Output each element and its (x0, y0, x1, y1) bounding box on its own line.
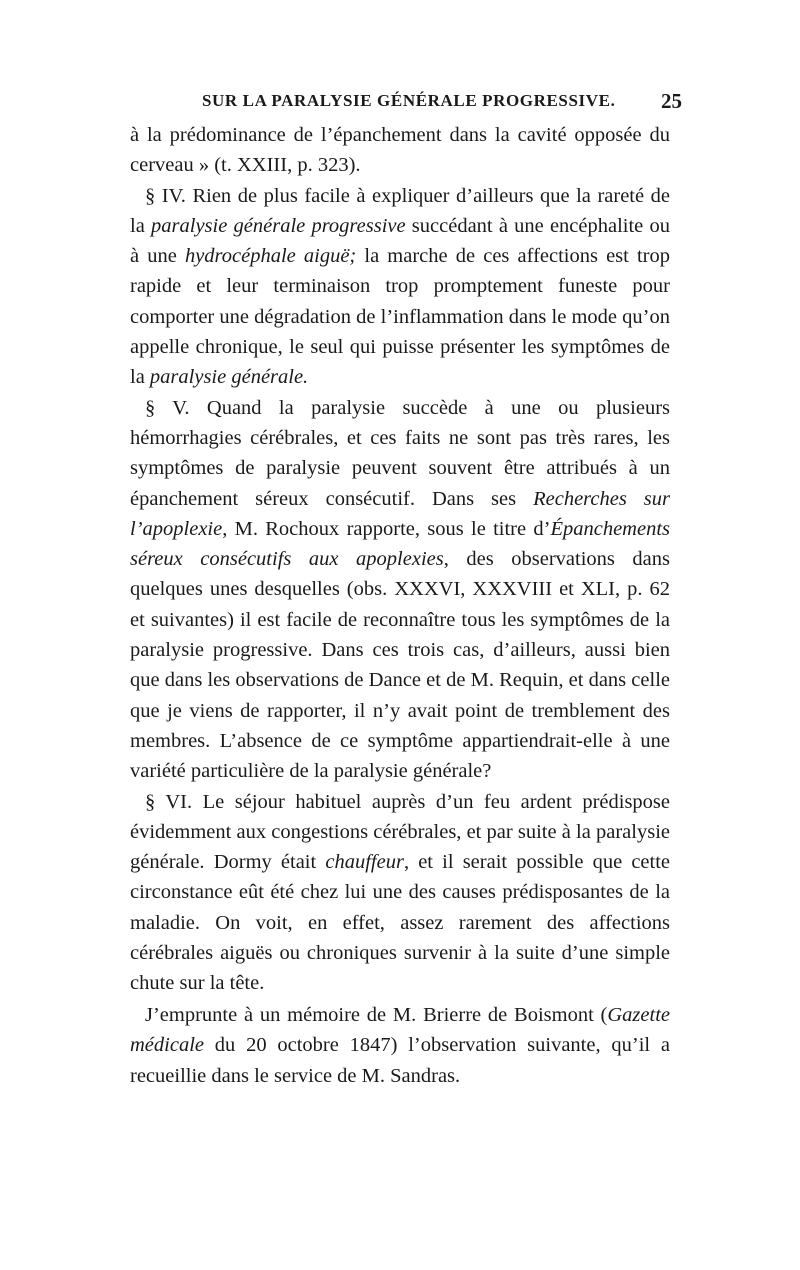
paragraph-section-v: § V. Quand la paralysie succède à une ou plusieurs hémorrhagies cérébrales, et ces faits ne sont pas très rares, les symptômes de paralysie peuvent souvent être attribués à un épanchement séreux consécutif. Dans ses Recherches sur l’apoplexie, M. Rochoux rapporte, sous le titre d’Épanchements séreux consécutifs aux apoplexies, des observations dans quelques unes desquelles (obs. XXXVI, XXXVIII et XLI, p. 62 et suivantes) il est facile de reconnaître tous les symptômes de la paralysie progressive. Dans ces trois cas, d’ailleurs, aussi bien que dans les observations de Dance et de M. Requin, et dans celle que je viens de rapporter, il n’y avait point de tremblement des membres. L’absence de ce symptôme appartiendrait-elle à une variété particulière de la paralysie générale? (130, 396, 670, 783)
page-header (130, 91, 682, 117)
paragraph-continuation: à la prédominance de l’épanchement dans la cavité opposée du cerveau » (t. XXIII, p. 323). (130, 124, 670, 177)
main-text (130, 120, 670, 999)
running-title: SUR LA PARALYSIE GÉNÉRALE PROGRESSIVE. (202, 91, 616, 110)
paragraph-section-iv: § IV. Rien de plus facile à expliquer d’ailleurs que la rareté de la paralysie générale progressive succédant à une encéphalite ou à une hydrocéphale aiguë; la marche de ces affections est trop rapide et leur terminaison trop promptement funeste pour comporter une dégradation de l’inflammation dans le mode qu’on appelle chronique, le seul qui puisse présenter les symptômes de la paralysie générale. (130, 184, 670, 389)
paragraph-section-vi: § VI. Le séjour habituel auprès d’un feu ardent prédispose évidemment aux congestions cérébrales, et par suite à la paralysie générale. Dormy était chauffeur, et il serait possible que cette circonstance eût été chez lui une des causes prédisposantes de la maladie. On voit, en effet, assez rarement des affections cérébrales aiguës ou chroniques survenir à la suite d’une simple chute sur la tête. (130, 790, 671, 995)
closing-paragraph: J’emprunte à un mémoire de M. Brierre de Boismont (Gazette médicale du 20 octobre 1847) l’observation suivante, qu’il a recueillie dans le service de M. Sandras. (130, 1004, 670, 1087)
page-number: 25 (661, 89, 682, 113)
